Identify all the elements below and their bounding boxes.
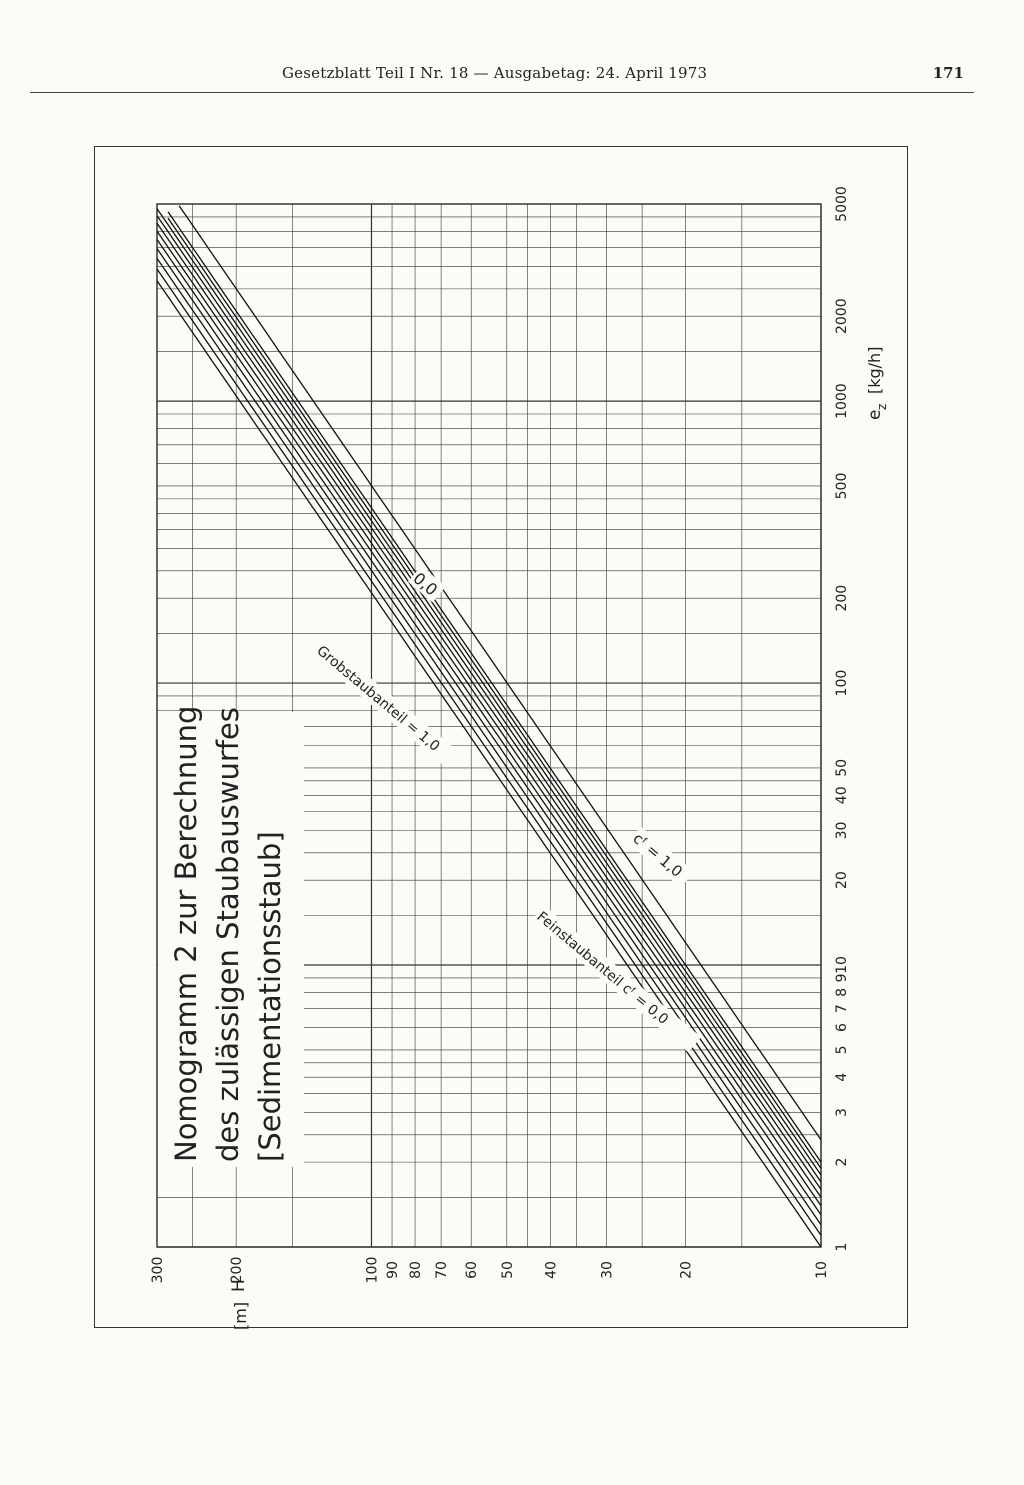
ez-tick-label: 3 [834,1108,850,1117]
h-tick-label-group [500,1261,516,1279]
h-tick-label-group [543,1261,559,1279]
coarse-value-label: 0,0 [409,568,442,600]
fine-family-label-bottom: Feinstaubanteil cᶠ = 0,0 [533,908,672,1028]
x-axis-label-subscript: z [875,403,889,410]
ez-tick-label-group [834,786,850,804]
ez-tick-label: 2000 [834,298,850,335]
ez-tick-label-group [834,822,850,840]
ez-tick-label: 1 [834,1242,850,1252]
ez-tick-label-group [834,759,850,777]
ez-tick-label: 40 [834,786,850,805]
ez-tick-label: 500 [834,472,850,500]
y-axis-label: H [229,1279,249,1292]
ez-tick-label: 2 [834,1157,850,1167]
h-tick-label: 20 [678,1261,695,1279]
coarse-family-label: Grobstaubanteil = 1,0 [313,642,443,755]
title-line-1: Nomogramm 2 zur Berechnung [169,705,203,1162]
y-axis-unit: [m] [231,1301,250,1330]
ez-tick-label-group [834,1243,850,1252]
ez-tick-label-group [834,956,850,974]
h-tick-label-group [434,1261,450,1279]
h-tick-label: 100 [364,1256,381,1284]
header-text: Gesetzblatt Teil I Nr. 18 — Ausgabetag: 24. April 1973 [282,64,708,82]
ez-tick-label: 10 [834,956,850,974]
title-line-3: [Sedimentationsstaub] [253,831,287,1162]
h-tick-label-group [385,1261,401,1279]
ez-tick-label-group [834,383,850,419]
h-tick-label: 40 [543,1261,560,1279]
h-tick-label: 30 [599,1261,616,1279]
h-tick-label: 60 [464,1261,481,1279]
ez-tick-label-group [834,186,850,222]
ez-tick-label-group [834,1158,850,1167]
ez-tick-label-group [834,1108,850,1117]
ez-tick-label-group [834,585,850,612]
ez-tick-label: 20 [834,871,850,890]
x-axis-unit: [kg/h] [865,346,884,394]
ez-tick-label-group [834,871,850,889]
ez-tick-label: 50 [834,758,850,777]
ez-tick-label: 9 [834,973,850,983]
h-tick-label: 80 [408,1261,424,1279]
ez-tick-label: 30 [834,821,850,840]
ez-tick-label-group [834,1073,850,1082]
fine-family-label-top: cᶠ = 1,0 [629,829,686,881]
ez-tick-label: 6 [834,1023,850,1033]
ez-tick-label: 100 [834,669,850,697]
ez-tick-label-group [834,473,850,500]
ez-tick-label-group [834,298,850,334]
ez-tick-label-group [834,1023,850,1032]
h-tick-label: 90 [385,1261,401,1279]
h-tick-label: 10 [814,1261,830,1279]
page-number: 171 [932,64,964,82]
ez-tick-label-group [834,988,850,997]
h-tick-label: 50 [499,1261,516,1279]
h-tick-label: 300 [150,1256,166,1284]
h-tick-label-group [600,1261,616,1279]
ez-tick-label: 5 [834,1045,850,1055]
ez-tick-label: 1000 [834,383,850,419]
h-tick-label-group [408,1261,424,1279]
h-tick-label: 70 [434,1261,451,1279]
ez-tick-label: 8 [834,987,850,997]
h-tick-label-group [679,1261,695,1279]
ez-tick-label: 4 [834,1072,850,1082]
ez-tick-label-group [834,1004,850,1013]
ez-tick-label-group [834,1045,850,1054]
h-tick-label: 200 [229,1256,246,1284]
h-tick-label-group [150,1257,166,1284]
h-tick-label-group [814,1261,830,1279]
title-line-2: des zulässigen Staubauswurfes [211,707,245,1162]
ez-tick-label: 7 [834,1004,850,1014]
ez-tick-label-group [834,670,850,697]
h-tick-label-group [464,1261,480,1279]
h-tick-label-group [365,1257,381,1284]
ez-tick-label: 5000 [834,186,850,222]
x-axis-label: e [865,409,885,420]
ez-tick-label: 200 [834,584,850,612]
